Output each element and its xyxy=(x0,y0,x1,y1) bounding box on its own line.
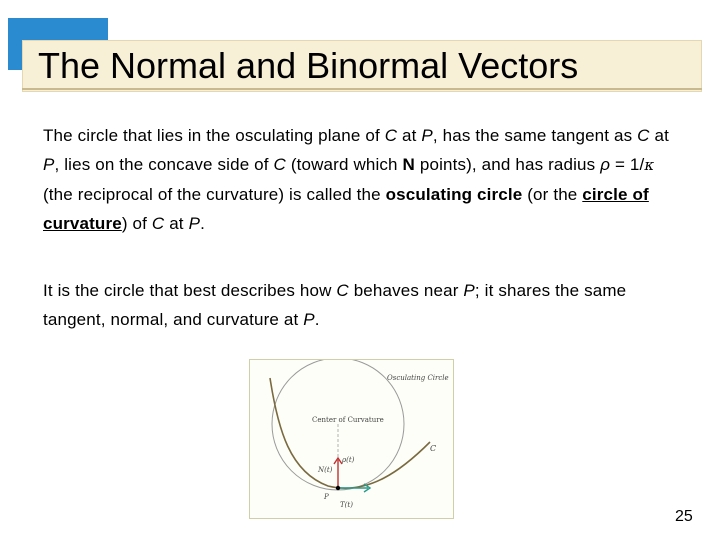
osculating-circle-diagram xyxy=(250,360,455,520)
text: . xyxy=(314,310,320,329)
page-number: 25 xyxy=(675,508,693,525)
term-circle-of-curvature: circle of curvature xyxy=(43,185,649,233)
text: at xyxy=(397,126,422,145)
paragraph-best-describes xyxy=(43,276,683,334)
curve-symbol: C xyxy=(384,126,398,145)
text: (toward which xyxy=(285,155,403,174)
kappa-symbol: κ xyxy=(644,156,655,174)
text: points), and has radius xyxy=(414,155,601,174)
point-symbol: P xyxy=(463,281,475,300)
text: at xyxy=(649,126,669,145)
text: = 1/ xyxy=(610,155,645,174)
curve-symbol: C xyxy=(637,126,650,145)
text: (or the xyxy=(522,185,583,204)
osculating-circle-label: Osculating Circle xyxy=(387,374,449,382)
center-of-curvature-label: Center of Curvature xyxy=(312,416,384,424)
point-p-dot xyxy=(336,486,340,490)
text: ) of xyxy=(121,214,152,233)
text: ; it shares the same tangent, normal, and curvature at xyxy=(43,281,627,329)
tangent-label: T(t) xyxy=(340,501,353,509)
text: behaves near xyxy=(348,281,464,300)
normal-vector-symbol: N xyxy=(402,155,415,174)
normal-label: N(t) xyxy=(318,466,333,474)
text: , lies on the concave side of xyxy=(54,155,274,174)
rho-label: ρ(t) xyxy=(342,456,355,464)
text: It is the circle that best describes how xyxy=(43,281,337,300)
curve-symbol: C xyxy=(336,281,349,300)
point-symbol: P xyxy=(303,310,315,329)
text: at xyxy=(164,214,189,233)
curve-c xyxy=(270,378,430,488)
text: . xyxy=(200,214,205,233)
slide-title: The Normal and Binormal Vectors xyxy=(38,45,579,86)
text: The circle that lies in the osculating plane of xyxy=(43,126,385,145)
curve-symbol: C xyxy=(273,155,286,174)
point-symbol: P xyxy=(43,155,55,174)
rho-symbol: ρ xyxy=(600,155,611,174)
paragraph-osculating-circle xyxy=(43,121,683,238)
point-p-label: P xyxy=(324,493,329,501)
osculating-circle-figure xyxy=(249,359,454,519)
text: , has the same tangent as xyxy=(432,126,638,145)
curve-c-label: C xyxy=(430,444,437,453)
text: (the reciprocal of the curvature) is called the xyxy=(43,185,386,204)
point-symbol: P xyxy=(421,126,433,145)
term-osculating-circle: osculating circle xyxy=(385,185,523,204)
curve-symbol: C xyxy=(151,214,165,233)
point-symbol: P xyxy=(188,214,201,233)
